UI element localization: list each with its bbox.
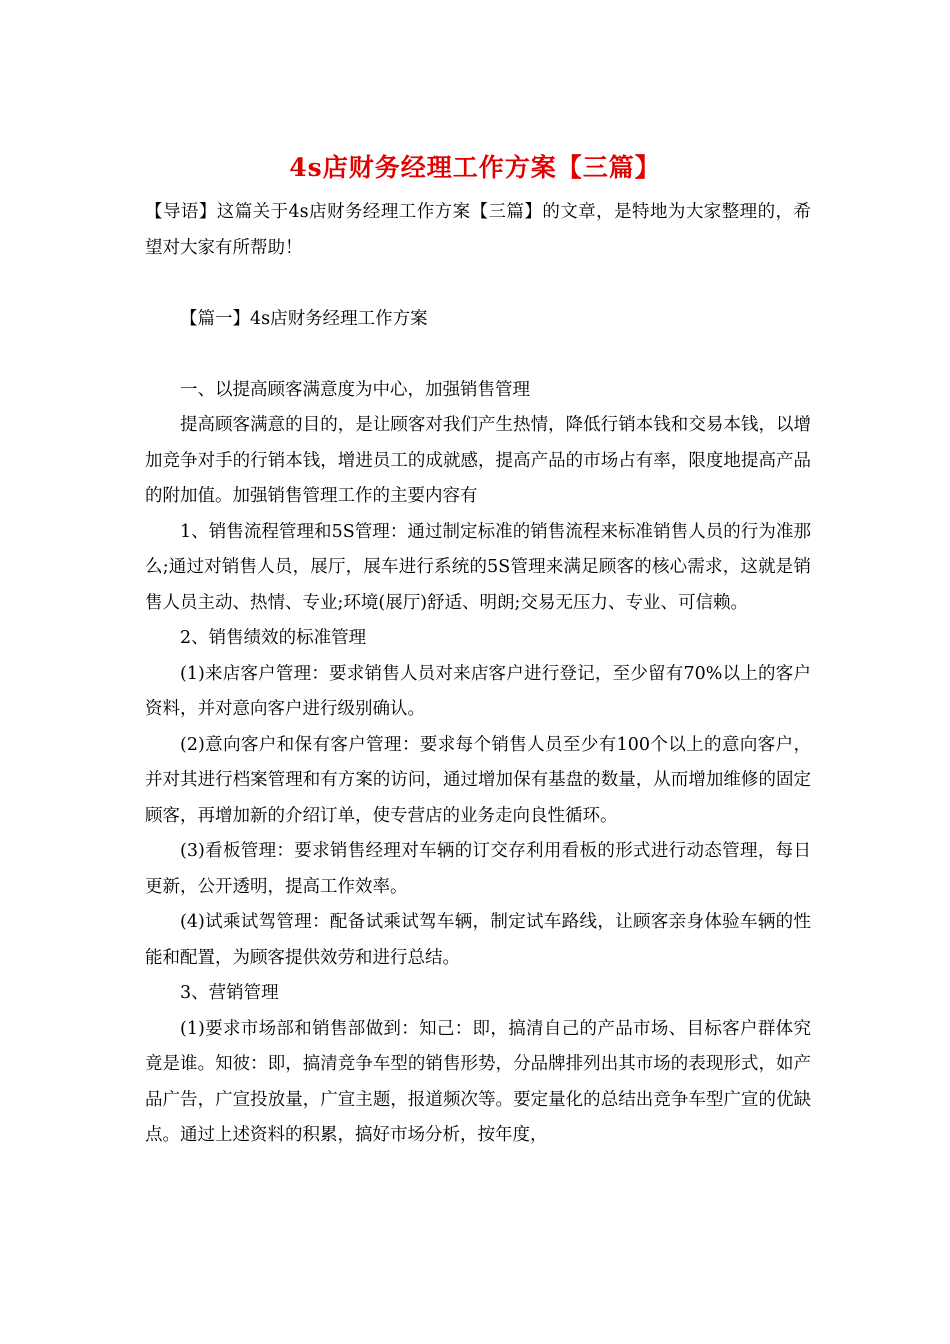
paragraph: (4)试乘试驾管理：配备试乘试驾车辆，制定试车路线，让顾客亲身体验车辆的性能和配置，为顾客提供效劳和进行总结。	[145, 912, 811, 968]
paragraph: 2、销售绩效的标准管理	[180, 628, 367, 648]
paragraph: (1)来店客户管理：要求销售人员对来店客户进行登记，至少留有70%以上的客户资料，并对意向客户进行级别确认。	[145, 663, 811, 719]
paragraph: 1、销售流程管理和5S管理：通过制定标准的销售流程来标准销售人员的行为准那么;通过对销售人员，展厅，展车进行系统的5S管理来满足顾客的核心需求，这就是销售人员主动、热情、专业;环境(展厅)舒适、明朗;交易无压力、专业、可信赖。	[145, 521, 811, 613]
paragraph: (3)看板管理：要求销售经理对车辆的订交存利用看板的形式进行动态管理，每日更新，公开透明，提高工作效率。	[145, 841, 811, 897]
paragraph: 3、营销管理	[180, 983, 279, 1003]
intro-paragraph: 【导语】这篇关于4s店财务经理工作方案【三篇】的文章，是特地为大家整理的，希望对大家有所帮助！	[145, 202, 811, 258]
section-one-heading: 一、以提高顾客满意度为中心，加强销售管理	[180, 379, 530, 400]
paragraph: (1)要求市场部和销售部做到：知己：即，搞清自己的产品市场、目标客户群体究竟是谁。知彼：即，搞清竞争车型的销售形势，分品牌排列出其市场的表现形式，如产品广告，广宣投放量，广宣主题，报道频次等。要定量化的总结出竞争车型广宣的优缺点。通过上述资料的积累，搞好市场分析，按年度，	[145, 1018, 811, 1145]
blank-line	[145, 266, 811, 302]
chapter-one-title: 【篇一】4s店财务经理工作方案	[180, 308, 428, 329]
document-body	[145, 195, 811, 1154]
paragraph: 提高顾客满意的目的，是让顾客对我们产生热情，降低行销本钱和交易本钱，以增加竞争对手的行销本钱，增进员工的成就感，提高产品的市场占有率，限度地提高产品的附加值。加强销售管理工作的主要内容有	[145, 415, 811, 506]
blank-line	[145, 337, 811, 373]
paragraph: (2)意向客户和保有客户管理：要求每个销售人员至少有100个以上的意向客户，并对其进行档案管理和有方案的访问，通过增加保有基盘的数量，从而增加维修的固定顾客，再增加新的介绍订单，使专营店的业务走向良性循环。	[145, 734, 811, 826]
document-title: 4s店财务经理工作方案【三篇】	[289, 153, 661, 182]
